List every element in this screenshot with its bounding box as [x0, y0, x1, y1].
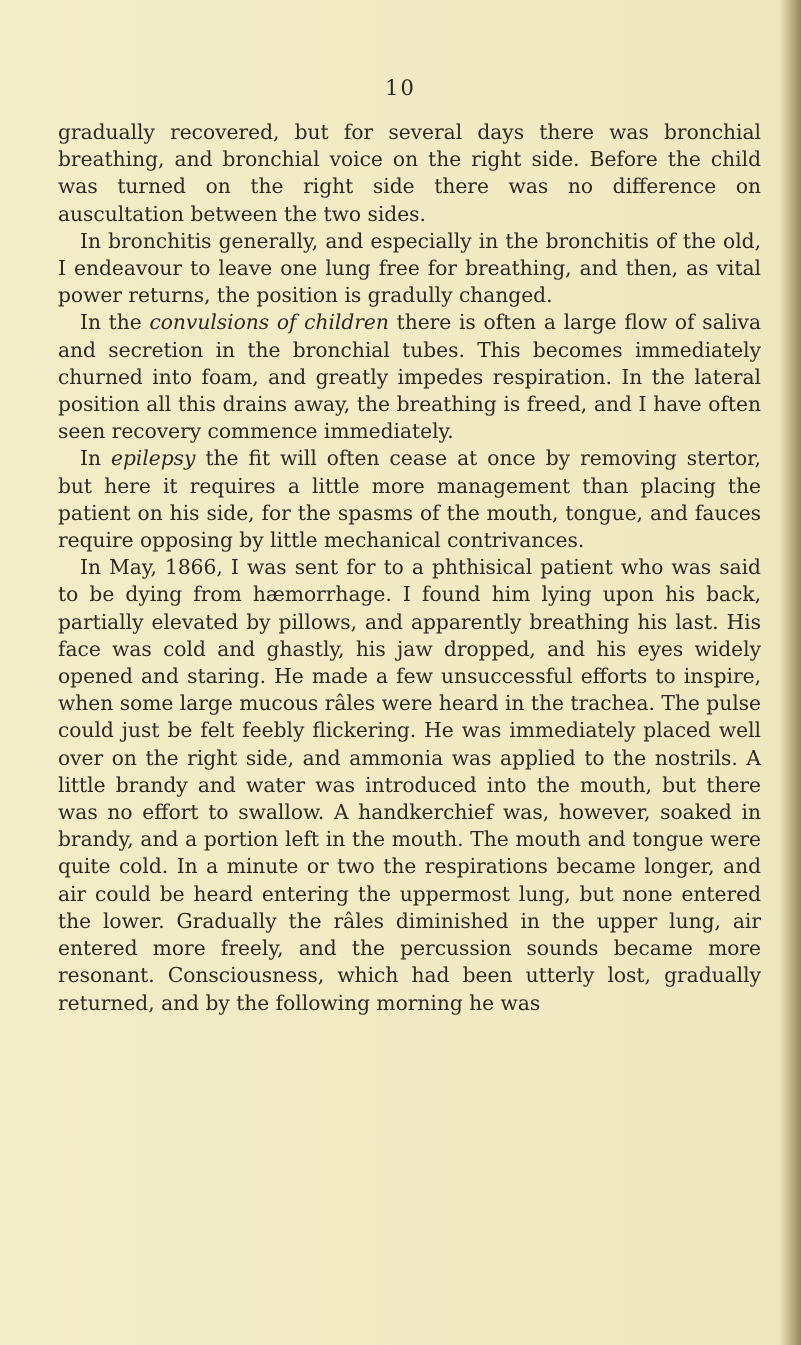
text-run: In bronchitis generally, and especially in the bronchitis of the old, I endeavour to leave one lung free for breathing, and then, as vital power returns, the position is gradully changed.: [58, 228, 761, 308]
text-run: gradually recovered, but for several days there was bronchial breathing, and bronchial voice on the right side. Before the child was turned on the right side there was no difference on auscultation between the two sides.: [58, 120, 761, 226]
text-run: In: [80, 446, 111, 471]
text-run: In May, 1866, I was sent for to a phthisical patient who was said to be dying from hæmorrhage. I found him lying upon his back, partially elevated by pillows, and apparently breathing his last. His face was cold and ghastly, his jaw dropped, and his eyes widely opened and staring. He made a few unsuccessful efforts to inspire, when some large mucous râles were heard in the trachea. The pulse could just be felt feebly flickering. He was immediately placed well over on the right side, and ammonia was applied to the nostrils. A little brandy and water was introduced into the mouth, but there was no effort to swallow. A handkerchief was, however, soaked in brandy, and a portion left in the mouth. The mouth and tongue were quite cold. In a minute or two the respirations became longer, and air could be heard entering the uppermost lung, but none entered the lower. Gradually the râles diminished in the upper lung, air entered more freely, and the percussion sounds became more resonant. Consciousness, which had been utterly lost, gradually returned, and by the following morning he was: [58, 555, 761, 1015]
text-run: the fit will often cease at once by removing stertor, but here it requires a little more management than placing the patient on his side, for the spasms of the mouth, tongue, and fauces require opposing by little mechanical contrivances.: [58, 446, 761, 553]
page-number: 10: [385, 76, 416, 100]
paragraph: [58, 554, 761, 1016]
text-run: there is often a large flow of saliva and secretion in the bronchial tubes. This becomes immediately churned into foam, and greatly impedes respiration. In the lateral position all this drains away, the breathing is freed, and I have often seen recovery commence immediately.: [58, 310, 761, 444]
text-run: In the: [80, 310, 150, 335]
body-text: [58, 119, 761, 1017]
page-edge-shadow: [779, 0, 801, 1345]
paragraph: [58, 119, 761, 228]
paragraph: [58, 445, 761, 554]
paragraph: [58, 309, 761, 445]
paragraph: [58, 228, 761, 310]
italic-term: epilepsy: [111, 446, 196, 471]
italic-term: convulsions of children: [149, 310, 389, 335]
